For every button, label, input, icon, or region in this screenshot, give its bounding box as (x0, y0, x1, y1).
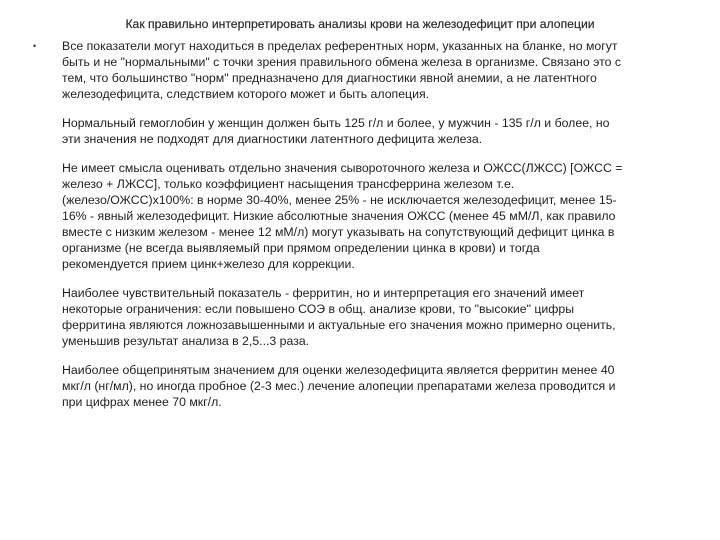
text-line: Все показатели могут находиться в пределах референтных норм, указанных на бланке, но могут (62, 39, 618, 53)
text-line: рекомендуется прием цинк+железо для коррекции. (62, 257, 355, 271)
text-line: организме (не всегда выявляемый при прямом определении цинка в крови) и тогда (62, 241, 540, 255)
text-line: (железо/ОЖСС)х100%: в норме 30-40%, менее 25% - не исключается железодефицит, менее 15- (62, 193, 617, 207)
slide-title: Как правильно интерпретировать анализы крови на железодефицит при алопеции (125, 17, 595, 31)
bullet-marker: • (33, 41, 37, 51)
text-line: 16% - явный железодефицит. Низкие абсолютные значения ОЖСС (менее 45 мМ/Л, как правило (62, 209, 616, 223)
text-line: Наиболее чувствительный показатель - ферритин, но и интерпретация его значений имеет (62, 286, 585, 300)
text-line: Нормальный гемоглобин у женщин должен быть 125 г/л и более, у мужчин - 135 г/л и более, но (62, 116, 610, 130)
text-line: Не имеет смысла оценивать отдельно значения сывороточного железа и ОЖСС(ЛЖСС) [ОЖСС = (62, 161, 623, 175)
paragraph-transferrin-saturation (62, 160, 690, 272)
text-line: мкг/л (нг/мл), но иногда пробное (2-3 мес.) лечение алопеции препаратами железа проводится и (62, 379, 616, 393)
text-line: эти значения не подходят для диагностики латентного дефицита железа. (62, 132, 483, 146)
text-line: вместе с низким железом - менее 12 мМ/л) могут указывать на сопутствующий дефицит цинка в (62, 225, 615, 239)
text-line: тем, что большинство "норм" предназначено для диагностики явной анемии, а не латентного (62, 71, 597, 85)
paragraph-ferritin-threshold (62, 362, 690, 410)
text-line: быть и не "нормальными" с точки зрения правильного обмена железа в организме. Связано это с (62, 55, 621, 69)
text-line: при цифрах менее 70 мкг/л. (62, 395, 222, 409)
paragraph-ferritin (62, 285, 690, 349)
text-line: железо + ЛЖСС], только коэффициент насыщения трансферрина железом т.е. (62, 177, 515, 191)
text-line: уменьшив результат анализа в 2,5...3 раза. (62, 334, 310, 348)
text-line: Наиболее общепринятым значением для оценки железодефицита является ферритин менее 40 (62, 363, 615, 377)
text-line: ферритина являются ложнозавышенными и актуальные его значения можно примерно оценить, (62, 318, 616, 332)
paragraph-hemoglobin (62, 115, 690, 147)
text-line: железодефицита, следствием которого может и быть алопеция. (62, 87, 430, 101)
paragraph-reference-norms (62, 38, 690, 102)
text-line: некоторые ограничения: если повышено СОЭ в общ. анализе крови, то "высокие" цифры (62, 302, 575, 316)
slide-body (62, 38, 690, 423)
